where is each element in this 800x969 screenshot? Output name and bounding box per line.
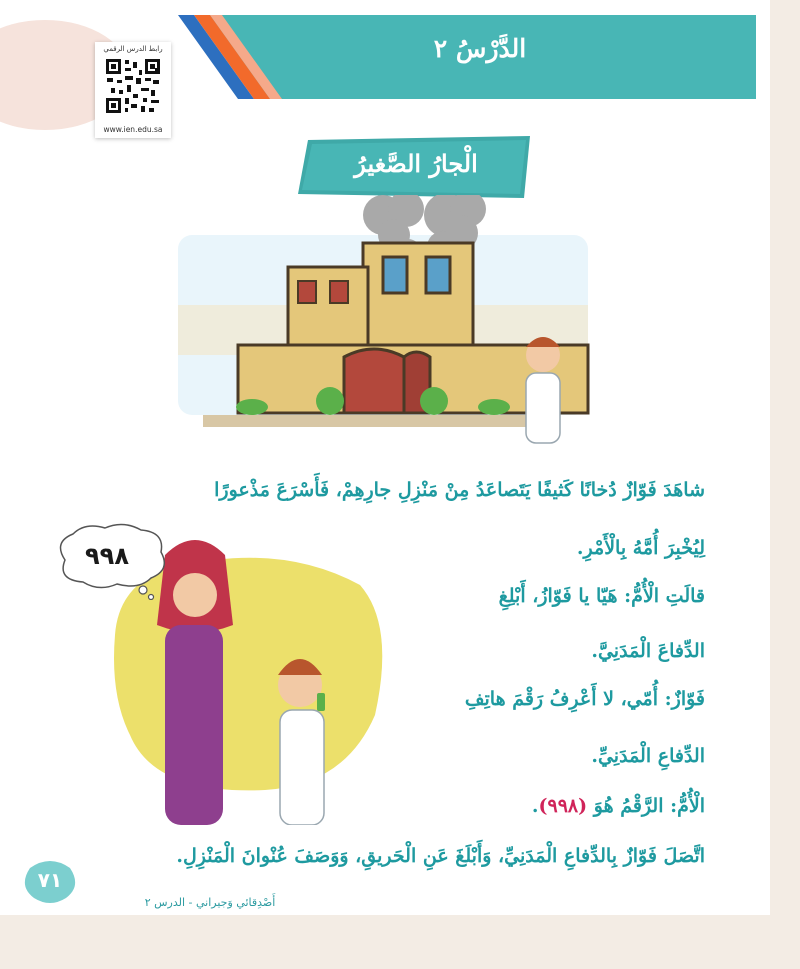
story-conclusion: اتَّصَلَ فَوّازٌ بِالدِّفاعِ الْمَدَنِيِّ، وَأَبْلَغَ عَنِ الْحَريقِ، وَوَصَفَ عُنْوانَ الْمَنْزِلِ. (176, 845, 705, 867)
page-number: ٧١ (37, 868, 63, 892)
story-line-1: شاهَدَ فَوّازٌ دُخانًا كَثيفًا يَتَصاعَدُ مِنْ مَنْزِلِ جارِهِمْ، فَأَسْرَعَ مَذْعورًا (214, 479, 705, 501)
story-line-4: الدِّفاعَ الْمَدَنِيَّ. (591, 640, 705, 662)
lesson-title: الدَّرْسُ ٢ (433, 34, 527, 63)
qr-card[interactable] (95, 42, 171, 138)
page-edge (770, 0, 800, 969)
story-line-3: قالَتِ الْأُمُّ: هَيّا يا فَوّازُ، أَبْلِغِ (498, 585, 705, 607)
qr-url: www.ien.edu.sa (103, 125, 163, 134)
story-line-5: فَوّازٌ: أُمّي، لا أَعْرِفُ رَقْمَ هاتِفِ (464, 688, 705, 710)
bottom-band (0, 915, 770, 969)
story-line-7: الْأُمُّ: الرَّقْمُ هُوَ (٩٩٨). (531, 795, 705, 817)
thought-bubble-number: ٩٩٨ (85, 542, 129, 570)
qr-caption: رابط الدرس الرقمي (103, 45, 163, 53)
phone-number: (٩٩٨) (538, 795, 588, 817)
qr-code-icon (105, 58, 161, 114)
mother-answer-text: الْأُمُّ: الرَّقْمُ هُوَ (593, 795, 705, 817)
story-title: الْجارُ الصَّغيرُ (354, 149, 478, 178)
running-title: أَصْدِقائي وَجيراني - الدرس ٢ (144, 896, 276, 909)
story-line-6: الدِّفاعِ الْمَدَنِيِّ. (591, 745, 705, 767)
house-fire-illustration (168, 195, 598, 460)
story-line-2: لِيُخْبِرَ أُمَّهُ بِالْأَمْرِ. (576, 537, 705, 559)
